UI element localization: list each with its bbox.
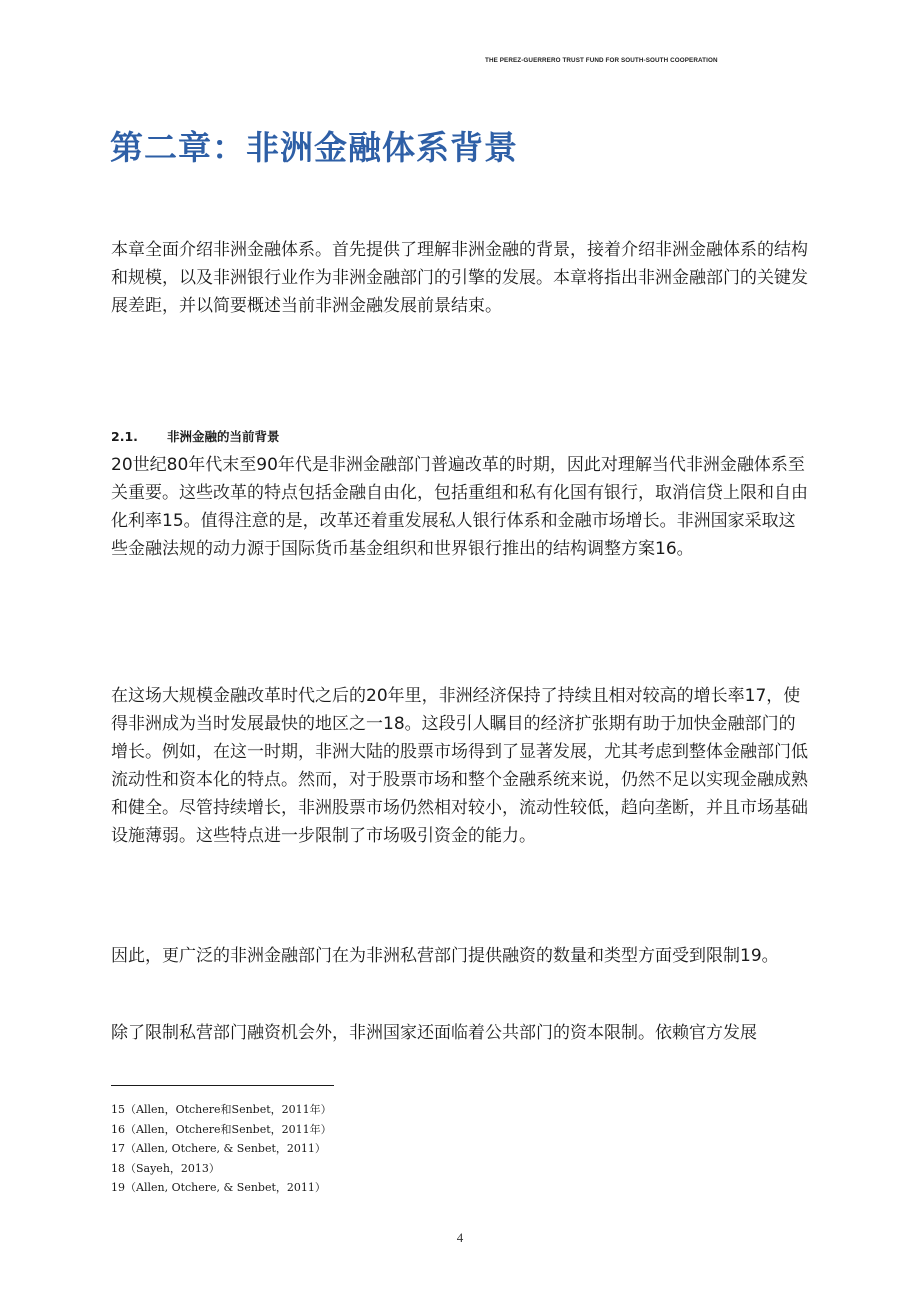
body-paragraph: 20世纪80年代末至90年代是非洲金融部门普遍改革的时期，因此对理解当代非洲金融体系至关重要。这些改革的特点包括金融自由化，包括重组和私有化国有银行，取消信贷上限和自由化利率15。值得注意的是，改革还着重发展私人银行体系和金融市场增长。非洲国家采取这些金融法规的动力源于国际货币基金组织和世界银行推出的结构调整方案16。 (111, 455, 808, 559)
footnote: 17（Allen, Otchere, & Senbet，2011） (111, 1142, 326, 1155)
footnote: 15（Allen，Otchere和Senbet，2011年） (111, 1103, 332, 1116)
footnotes-list (111, 1100, 332, 1198)
section-number: 2.1. (111, 429, 138, 444)
section-heading (111, 427, 280, 445)
footnote: 16（Allen，Otchere和Senbet，2011年） (111, 1122, 332, 1136)
body-paragraph: 除了限制私营部门融资机会外，非洲国家还面临着公共部门的资本限制。依赖官方发展 (111, 1023, 757, 1043)
body-paragraph: 因此，更广泛的非洲金融部门在为非洲私营部门提供融资的数量和类型方面受到限制19。 (111, 946, 779, 966)
page-number: 4 (456, 1230, 464, 1245)
footnote-divider (111, 1085, 334, 1086)
body-paragraph: 在这场大规模金融改革时代之后的20年里，非洲经济保持了持续且相对较高的增长率17，使得非洲成为当时发展最快的地区之一18。这段引人瞩目的经济扩张期有助于加快金融部门的增长。例如，在这一时期，非洲大陆的股票市场得到了显著发展，尤其考虑到整体金融部门低流动性和资本化的特点。然而，对于股票市场和整个金融系统来说，仍然不足以实现金融成熟和健全。尽管持续增长，非洲股票市场仍然相对较小，流动性较低，趋向垄断，并且市场基础设施薄弱。这些特点进一步限制了市场吸引资金的能力。 (111, 686, 808, 846)
chapter-intro-paragraph: 本章全面介绍非洲金融体系。首先提供了理解非洲金融的背景，接着介绍非洲金融体系的结构和规模，以及非洲银行业作为非洲金融部门的引擎的发展。本章将指出非洲金融部门的关键发展差距，并以简要概述当前非洲金融发展前景结束。 (111, 240, 808, 316)
running-header: THE PEREZ-GUERRERO TRUST FUND FOR SOUTH-SOUTH COOPERATION (485, 57, 718, 64)
footnote: 18（Sayeh，2013） (111, 1161, 220, 1175)
chapter-title: 第二章：非洲金融体系背景 (110, 128, 518, 167)
footnote: 19（Allen, Otchere, & Senbet，2011） (111, 1181, 326, 1194)
section-title: 非洲金融的当前背景 (167, 429, 280, 444)
